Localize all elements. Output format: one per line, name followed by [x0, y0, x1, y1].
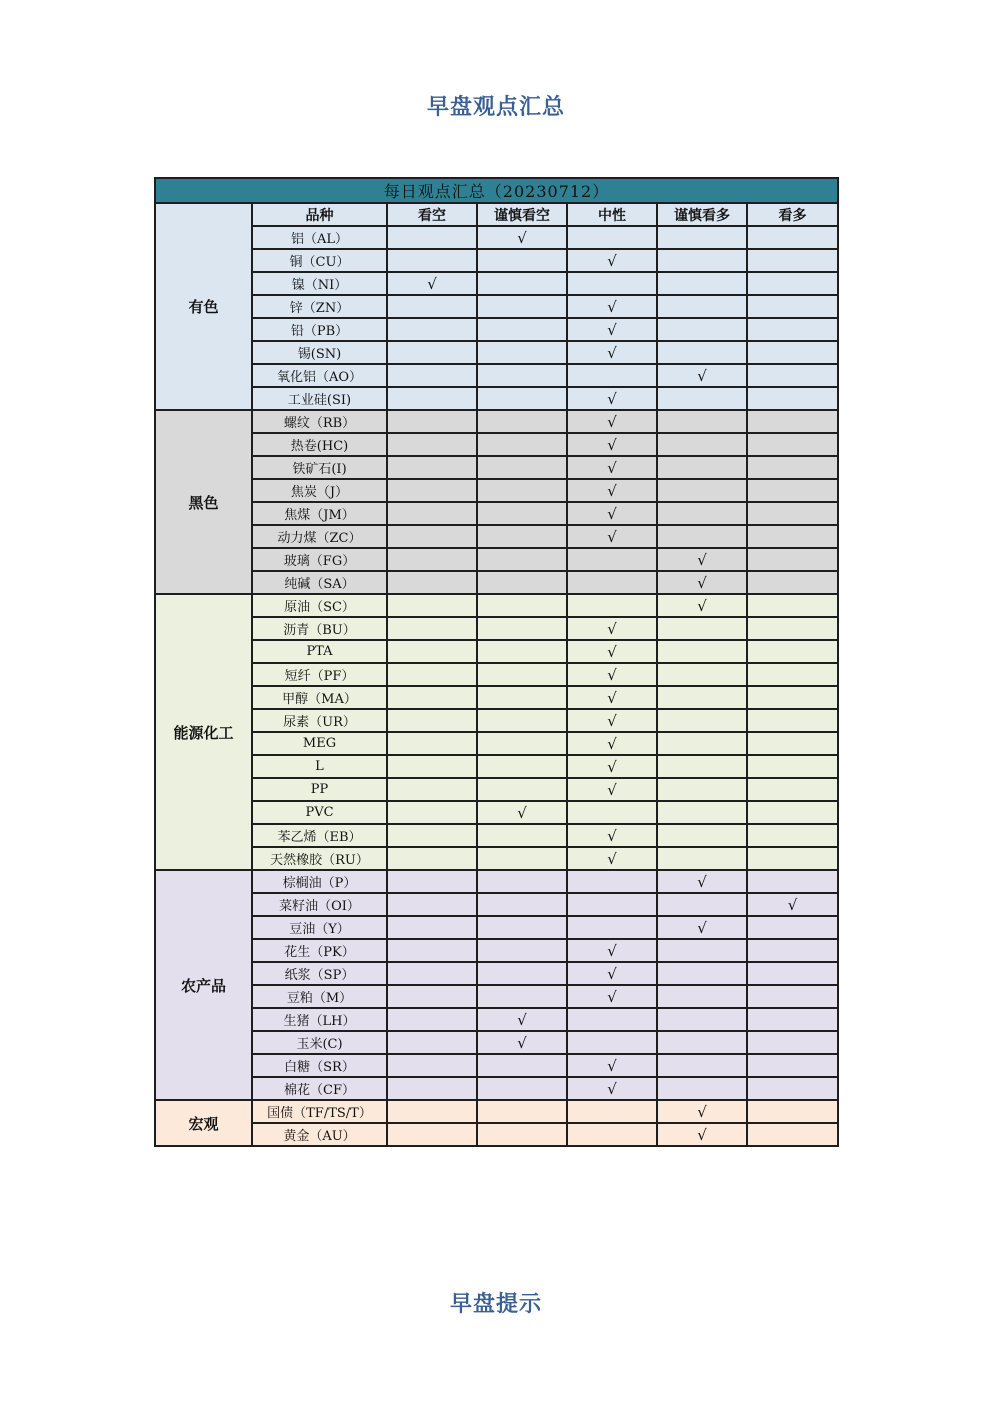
view-cell [387, 1054, 477, 1077]
view-cell [567, 364, 657, 387]
category-cell: 宏观 [155, 1100, 252, 1146]
item-cell: 生猪（LH） [252, 1008, 387, 1031]
view-cell [477, 341, 567, 364]
view-cell [747, 709, 838, 732]
view-cell [657, 778, 747, 801]
item-cell: 铁矿石(I) [252, 456, 387, 479]
view-cell [657, 502, 747, 525]
check-mark: √ [657, 548, 747, 571]
table-row [155, 870, 838, 893]
view-cell [477, 318, 567, 341]
view-cell [387, 410, 477, 433]
category-cell: 黑色 [155, 410, 252, 594]
view-cell [387, 318, 477, 341]
view-cell [657, 272, 747, 295]
view-cell [747, 249, 838, 272]
view-cell [477, 893, 567, 916]
view-cell [477, 916, 567, 939]
view-cell [567, 594, 657, 617]
check-mark: √ [567, 410, 657, 433]
table-row [155, 709, 838, 732]
table-row [155, 318, 838, 341]
view-cell [387, 640, 477, 663]
view-cell [387, 663, 477, 686]
view-cell [747, 226, 838, 249]
table-row [155, 617, 838, 640]
item-cell: 玉米(C) [252, 1031, 387, 1054]
item-cell: 花生（PK） [252, 939, 387, 962]
view-cell [387, 502, 477, 525]
table-row [155, 364, 838, 387]
view-cell [477, 272, 567, 295]
view-cell [567, 870, 657, 893]
view-cell [747, 456, 838, 479]
column-header: 看空 [387, 203, 477, 226]
view-cell [477, 387, 567, 410]
view-cell [657, 985, 747, 1008]
view-cell [657, 1054, 747, 1077]
view-cell [477, 640, 567, 663]
table-row [155, 525, 838, 548]
view-cell [477, 709, 567, 732]
view-cell [477, 732, 567, 755]
view-cell [387, 985, 477, 1008]
view-cell [747, 1100, 838, 1123]
table-row [155, 801, 838, 824]
view-cell [747, 617, 838, 640]
view-cell [477, 456, 567, 479]
item-cell: 棉花（CF） [252, 1077, 387, 1100]
view-cell [477, 617, 567, 640]
view-cell [477, 985, 567, 1008]
view-cell [477, 249, 567, 272]
view-cell [387, 479, 477, 502]
table-row [155, 387, 838, 410]
view-cell [747, 341, 838, 364]
check-mark: √ [567, 824, 657, 847]
view-cell [747, 640, 838, 663]
view-cell [387, 824, 477, 847]
view-cell [477, 295, 567, 318]
table-row [155, 226, 838, 249]
item-cell: 铜（CU） [252, 249, 387, 272]
section-title: 早盘提示 [449, 1292, 542, 1317]
item-cell: 氧化铝（AO） [252, 364, 387, 387]
table-row [155, 571, 838, 594]
view-cell [477, 755, 567, 778]
view-cell [387, 341, 477, 364]
view-cell [747, 502, 838, 525]
view-cell [477, 548, 567, 571]
item-cell: 黄金（AU） [252, 1123, 387, 1146]
view-cell [747, 364, 838, 387]
view-cell [747, 272, 838, 295]
table-row [155, 502, 838, 525]
item-cell: 棕榈油（P） [252, 870, 387, 893]
view-cell [387, 249, 477, 272]
view-cell [747, 755, 838, 778]
page-title: 早盘观点汇总 [426, 95, 565, 120]
view-cell [657, 433, 747, 456]
check-mark: √ [567, 387, 657, 410]
table-row [155, 295, 838, 318]
view-cell [657, 617, 747, 640]
view-cell [657, 1008, 747, 1031]
view-cell [747, 410, 838, 433]
view-cell [657, 939, 747, 962]
view-cell [657, 640, 747, 663]
view-cell [747, 594, 838, 617]
view-cell [387, 1077, 477, 1100]
check-mark: √ [567, 663, 657, 686]
check-mark: √ [387, 272, 477, 295]
view-cell [747, 1031, 838, 1054]
view-cell [747, 1008, 838, 1031]
table-row [155, 433, 838, 456]
view-cell [477, 594, 567, 617]
table-row [155, 1031, 838, 1054]
item-cell: PVC [252, 801, 387, 824]
item-cell: 玻璃（FG） [252, 548, 387, 571]
view-cell [747, 985, 838, 1008]
view-cell [657, 318, 747, 341]
view-cell [477, 1123, 567, 1146]
column-header: 中性 [567, 203, 657, 226]
item-cell: 豆粕（M） [252, 985, 387, 1008]
view-cell [387, 778, 477, 801]
check-mark: √ [567, 985, 657, 1008]
view-cell [477, 939, 567, 962]
table-row [155, 1077, 838, 1100]
column-header: 品种 [252, 203, 387, 226]
check-mark: √ [567, 686, 657, 709]
view-cell [567, 226, 657, 249]
view-cell [387, 525, 477, 548]
check-mark: √ [477, 801, 567, 824]
view-cell [567, 1100, 657, 1123]
item-cell: 豆油（Y） [252, 916, 387, 939]
check-mark: √ [567, 847, 657, 870]
view-cell [477, 1054, 567, 1077]
check-mark: √ [747, 893, 838, 916]
view-cell [657, 755, 747, 778]
view-cell [387, 686, 477, 709]
item-cell: MEG [252, 732, 387, 755]
table-row [155, 249, 838, 272]
item-cell: 螺纹（RB） [252, 410, 387, 433]
view-cell [747, 295, 838, 318]
view-cell [387, 1123, 477, 1146]
view-cell [747, 433, 838, 456]
view-cell [477, 847, 567, 870]
table-row [155, 548, 838, 571]
view-cell [657, 893, 747, 916]
column-header: 看多 [747, 203, 838, 226]
view-cell [747, 1123, 838, 1146]
item-cell: 沥青（BU） [252, 617, 387, 640]
view-cell [387, 364, 477, 387]
table-row [155, 410, 838, 433]
check-mark: √ [567, 709, 657, 732]
table-row [155, 1100, 838, 1123]
check-mark: √ [657, 916, 747, 939]
item-cell: 热卷(HC) [252, 433, 387, 456]
table-row [155, 594, 838, 617]
view-cell [567, 801, 657, 824]
check-mark: √ [477, 1008, 567, 1031]
view-cell [657, 479, 747, 502]
item-cell: 铅（PB） [252, 318, 387, 341]
check-mark: √ [567, 318, 657, 341]
item-cell: 苯乙烯（EB） [252, 824, 387, 847]
view-cell [657, 295, 747, 318]
view-cell [747, 663, 838, 686]
view-cell [657, 1031, 747, 1054]
item-cell: 尿素（UR） [252, 709, 387, 732]
view-cell [477, 364, 567, 387]
check-mark: √ [657, 1100, 747, 1123]
check-mark: √ [567, 1077, 657, 1100]
view-cell [747, 939, 838, 962]
table-row [155, 686, 838, 709]
item-cell: 国债（TF/TS/T） [252, 1100, 387, 1123]
view-cell [657, 456, 747, 479]
table-row [155, 732, 838, 755]
check-mark: √ [567, 1054, 657, 1077]
check-mark: √ [567, 778, 657, 801]
item-cell: L [252, 755, 387, 778]
item-cell: 锌（ZN） [252, 295, 387, 318]
view-cell [387, 939, 477, 962]
view-cell [657, 709, 747, 732]
view-cell [657, 410, 747, 433]
table-row [155, 272, 838, 295]
item-cell: 铝（AL） [252, 226, 387, 249]
view-cell [387, 617, 477, 640]
item-cell: 镍（NI） [252, 272, 387, 295]
view-cell [747, 916, 838, 939]
item-cell: 纸浆（SP） [252, 962, 387, 985]
view-cell [747, 548, 838, 571]
view-cell [387, 801, 477, 824]
column-header: 谨慎看空 [477, 203, 567, 226]
view-cell [567, 916, 657, 939]
view-cell [657, 341, 747, 364]
view-cell [477, 962, 567, 985]
view-cell [387, 870, 477, 893]
view-cell [747, 387, 838, 410]
check-mark: √ [657, 594, 747, 617]
view-cell [657, 824, 747, 847]
item-cell: 白糖（SR） [252, 1054, 387, 1077]
view-cell [567, 1123, 657, 1146]
view-cell [567, 1031, 657, 1054]
view-cell [747, 571, 838, 594]
view-cell [747, 801, 838, 824]
view-cell [387, 456, 477, 479]
view-cell [477, 778, 567, 801]
check-mark: √ [657, 870, 747, 893]
view-cell [657, 249, 747, 272]
view-cell [657, 686, 747, 709]
view-cell [657, 801, 747, 824]
view-cell [747, 732, 838, 755]
view-cell [387, 916, 477, 939]
view-cell [747, 870, 838, 893]
table-row [155, 778, 838, 801]
view-cell [567, 893, 657, 916]
view-cell [747, 318, 838, 341]
item-cell: 纯碱（SA） [252, 571, 387, 594]
view-cell [657, 732, 747, 755]
view-cell [387, 433, 477, 456]
view-cell [477, 870, 567, 893]
table-row [155, 985, 838, 1008]
check-mark: √ [567, 939, 657, 962]
view-cell [387, 387, 477, 410]
item-cell: 菜籽油（OI） [252, 893, 387, 916]
item-cell: 甲醇（MA） [252, 686, 387, 709]
view-cell [387, 548, 477, 571]
table-row [155, 847, 838, 870]
item-cell: 天然橡胶（RU） [252, 847, 387, 870]
view-cell [657, 962, 747, 985]
view-cell [477, 502, 567, 525]
check-mark: √ [657, 571, 747, 594]
view-cell [387, 594, 477, 617]
table-row [155, 640, 838, 663]
header-row [155, 203, 838, 226]
column-header: 谨慎看多 [657, 203, 747, 226]
view-cell [387, 847, 477, 870]
table-row [155, 1054, 838, 1077]
view-cell [387, 1008, 477, 1031]
view-cell [387, 226, 477, 249]
view-cell [567, 1008, 657, 1031]
table-row [155, 916, 838, 939]
view-cell [477, 824, 567, 847]
view-cell [657, 226, 747, 249]
view-cell [477, 1100, 567, 1123]
check-mark: √ [567, 433, 657, 456]
view-cell [747, 962, 838, 985]
check-mark: √ [567, 456, 657, 479]
view-cell [477, 686, 567, 709]
check-mark: √ [567, 502, 657, 525]
check-mark: √ [567, 249, 657, 272]
view-cell [477, 663, 567, 686]
table-row [155, 893, 838, 916]
view-cell [747, 778, 838, 801]
view-cell [387, 755, 477, 778]
view-cell [747, 686, 838, 709]
table-row [155, 962, 838, 985]
table-row [155, 479, 838, 502]
item-cell: 动力煤（ZC） [252, 525, 387, 548]
table-row [155, 939, 838, 962]
view-cell [657, 847, 747, 870]
view-cell [387, 295, 477, 318]
view-cell [387, 732, 477, 755]
item-cell: 工业硅(SI) [252, 387, 387, 410]
view-cell [387, 962, 477, 985]
view-cell [747, 525, 838, 548]
view-cell [657, 663, 747, 686]
view-cell [477, 571, 567, 594]
check-mark: √ [567, 732, 657, 755]
table-row [155, 1008, 838, 1031]
check-mark: √ [567, 617, 657, 640]
view-cell [477, 525, 567, 548]
check-mark: √ [567, 341, 657, 364]
view-cell [387, 1100, 477, 1123]
view-cell [387, 709, 477, 732]
view-cell [657, 525, 747, 548]
view-cell [477, 479, 567, 502]
view-cell [387, 571, 477, 594]
view-cell [387, 1031, 477, 1054]
check-mark: √ [657, 1123, 747, 1146]
check-mark: √ [657, 364, 747, 387]
check-mark: √ [477, 226, 567, 249]
view-cell [747, 1077, 838, 1100]
item-cell: PP [252, 778, 387, 801]
view-cell [567, 571, 657, 594]
table-title: 每日观点汇总（20230712） [155, 178, 838, 203]
view-cell [747, 479, 838, 502]
check-mark: √ [567, 295, 657, 318]
table-row [155, 755, 838, 778]
view-cell [747, 847, 838, 870]
check-mark: √ [567, 525, 657, 548]
check-mark: √ [567, 755, 657, 778]
table-row [155, 1123, 838, 1146]
view-cell [477, 1077, 567, 1100]
item-cell: 锡(SN) [252, 341, 387, 364]
check-mark: √ [477, 1031, 567, 1054]
item-cell: 原油（SC） [252, 594, 387, 617]
check-mark: √ [567, 962, 657, 985]
category-cell: 农产品 [155, 870, 252, 1100]
category-cell: 能源化工 [155, 594, 252, 870]
view-cell [477, 433, 567, 456]
table-row [155, 456, 838, 479]
item-cell: PTA [252, 640, 387, 663]
check-mark: √ [567, 479, 657, 502]
daily-views-table [154, 177, 839, 1147]
view-cell [567, 548, 657, 571]
view-cell [657, 387, 747, 410]
item-cell: 短纤（PF） [252, 663, 387, 686]
view-cell [657, 1077, 747, 1100]
view-cell [747, 1054, 838, 1077]
table-row [155, 341, 838, 364]
item-cell: 焦炭（J） [252, 479, 387, 502]
check-mark: √ [567, 640, 657, 663]
table-row [155, 663, 838, 686]
category-cell: 有色 [155, 203, 252, 410]
view-cell [477, 410, 567, 433]
view-cell [567, 272, 657, 295]
view-cell [387, 893, 477, 916]
view-cell [747, 824, 838, 847]
table-row [155, 824, 838, 847]
item-cell: 焦煤（JM） [252, 502, 387, 525]
